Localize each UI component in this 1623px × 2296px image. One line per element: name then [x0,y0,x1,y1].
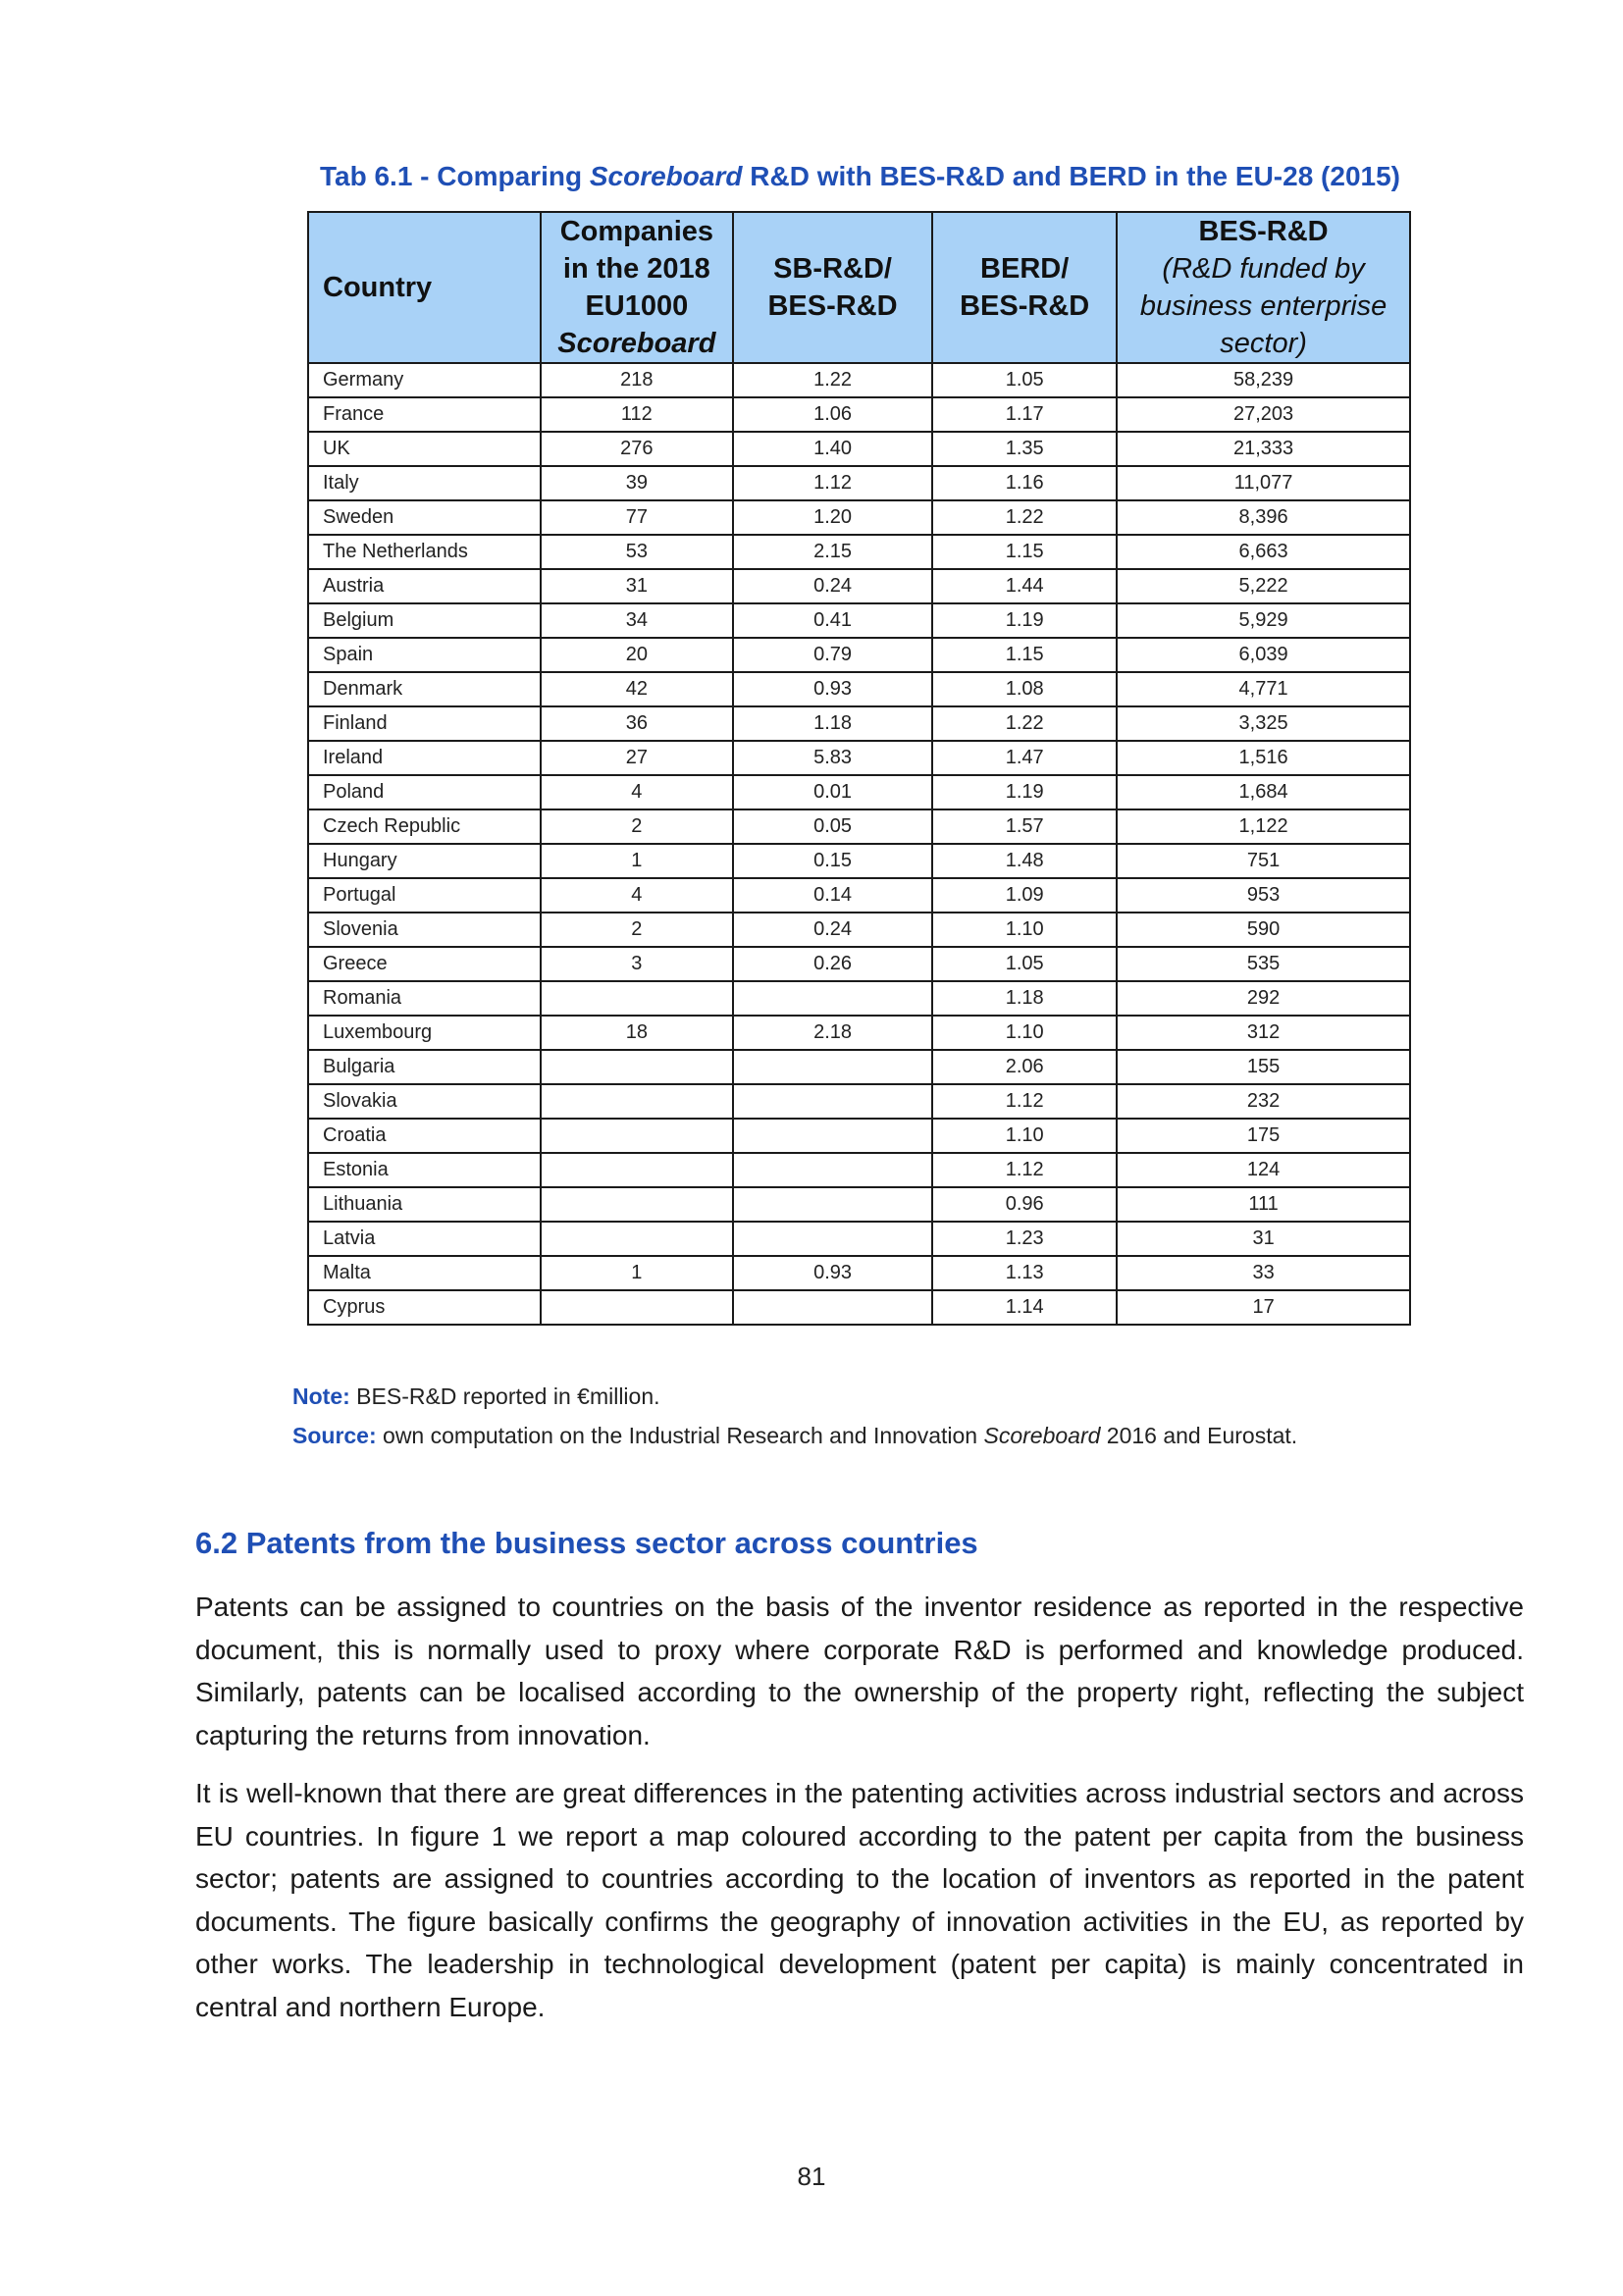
cell-companies: 4 [541,775,733,809]
cell-country: UK [308,432,541,466]
cell-country: Italy [308,466,541,500]
cell-country: Germany [308,363,541,397]
table-row [308,1084,1410,1119]
table-row [308,741,1410,775]
cell-companies: 31 [541,569,733,603]
page-number: 81 [797,2162,826,2191]
cell-berd: 1.12 [932,1153,1117,1187]
cell-companies: 1 [541,844,733,878]
cell-sb-rd [733,1153,932,1187]
cell-bes-rd: 175 [1117,1119,1410,1153]
cell-companies: 77 [541,500,733,535]
table-row [308,1153,1410,1187]
cell-bes-rd: 5,222 [1117,569,1410,603]
table-row [308,603,1410,638]
cell-sb-rd: 0.01 [733,775,932,809]
header-sb-line: BES-R&D [767,290,898,322]
source-text-pre: own computation on the Industrial Research and Innovation [376,1423,984,1448]
cell-bes-rd: 953 [1117,878,1410,913]
cell-sb-rd [733,1050,932,1084]
cell-bes-rd: 4,771 [1117,672,1410,706]
cell-country: Belgium [308,603,541,638]
cell-bes-rd: 21,333 [1117,432,1410,466]
table-row [308,706,1410,741]
cell-berd: 1.48 [932,844,1117,878]
note-text: BES-R&D reported in €million. [349,1383,660,1409]
header-sb-rd [733,212,932,363]
cell-country: Estonia [308,1153,541,1187]
cell-bes-rd: 751 [1117,844,1410,878]
cell-sb-rd [733,1119,932,1153]
cell-sb-rd: 2.15 [733,535,932,569]
cell-country: Denmark [308,672,541,706]
table-note [292,1383,660,1410]
cell-country: Romania [308,981,541,1016]
table-row [308,1119,1410,1153]
cell-bes-rd: 31 [1117,1222,1410,1256]
cell-sb-rd: 0.79 [733,638,932,672]
cell-companies: 27 [541,741,733,775]
cell-companies [541,1187,733,1222]
cell-bes-rd: 6,039 [1117,638,1410,672]
cell-country: Lithuania [308,1187,541,1222]
cell-berd: 1.13 [932,1256,1117,1290]
cell-bes-rd: 11,077 [1117,466,1410,500]
cell-berd: 1.22 [932,706,1117,741]
section-heading: 6.2 Patents from the business sector across countries [195,1526,978,1560]
cell-sb-rd: 1.40 [733,432,932,466]
cell-berd: 1.15 [932,535,1117,569]
cell-companies [541,1119,733,1153]
table-row [308,569,1410,603]
cell-companies: 2 [541,809,733,844]
cell-country: Austria [308,569,541,603]
cell-country: Czech Republic [308,809,541,844]
paragraph: Patents can be assigned to countries on the basis of the inventor residence as reported in the respective document, this is normally used to proxy where corporate R&D is performed and knowledge produced. Similarly, patents can be localised according to the ownership of the property right, reflecting the subject capturing the returns from innovation. [195,1592,1524,1750]
table-row [308,535,1410,569]
cell-companies [541,1050,733,1084]
table-row [308,947,1410,981]
cell-companies: 39 [541,466,733,500]
table-row [308,775,1410,809]
cell-berd: 1.15 [932,638,1117,672]
header-companies-line: Scoreboard [557,328,716,359]
cell-country: Portugal [308,878,541,913]
cell-country: Hungary [308,844,541,878]
cell-berd: 1.10 [932,1119,1117,1153]
header-country: Country [308,212,541,363]
cell-berd: 1.05 [932,947,1117,981]
cell-berd: 1.44 [932,569,1117,603]
cell-berd: 1.57 [932,809,1117,844]
table-row [308,1016,1410,1050]
cell-bes-rd: 17 [1117,1290,1410,1325]
cell-berd: 1.05 [932,363,1117,397]
header-berd-line: BERD/ [980,253,1070,285]
cell-bes-rd: 155 [1117,1050,1410,1084]
caption-text-italic: Scoreboard [589,161,743,191]
cell-country: Sweden [308,500,541,535]
cell-sb-rd: 0.26 [733,947,932,981]
cell-sb-rd: 1.18 [733,706,932,741]
cell-berd: 1.16 [932,466,1117,500]
cell-bes-rd: 8,396 [1117,500,1410,535]
cell-companies: 53 [541,535,733,569]
cell-sb-rd [733,981,932,1016]
table-row [308,1290,1410,1325]
cell-bes-rd: 1,516 [1117,741,1410,775]
cell-companies [541,981,733,1016]
table-row [308,397,1410,432]
cell-berd: 1.47 [932,741,1117,775]
cell-berd: 1.19 [932,775,1117,809]
cell-bes-rd: 1,122 [1117,809,1410,844]
cell-berd: 1.19 [932,603,1117,638]
table-row [308,432,1410,466]
header-companies-line: EU1000 [585,290,689,322]
cell-berd: 1.17 [932,397,1117,432]
cell-country: The Netherlands [308,535,541,569]
header-bes-rd [1117,212,1410,363]
cell-bes-rd: 590 [1117,913,1410,947]
table-row [308,981,1410,1016]
cell-companies: 1 [541,1256,733,1290]
cell-sb-rd: 0.24 [733,913,932,947]
table-row [308,878,1410,913]
cell-country: Malta [308,1256,541,1290]
header-bes-line: sector) [1220,328,1307,359]
table-row [308,672,1410,706]
cell-companies: 3 [541,947,733,981]
header-bes-line: BES-R&D [1198,216,1329,247]
cell-companies: 42 [541,672,733,706]
cell-sb-rd: 1.06 [733,397,932,432]
cell-bes-rd: 27,203 [1117,397,1410,432]
paragraph: It is well-known that there are great differences in the patenting activities across industrial sectors and across EU countries. In figure 1 we report a map coloured according to the patent per capita from the business sector; patents are assigned to countries according to the location of inventors as reported in the patent documents. The figure basically confirms the geography of innovation activities in the EU, as reported by other works. The leadership in technological development (patent per capita) is mainly concentrated in central and northern Europe. [195,1778,1524,2022]
cell-country: Slovenia [308,913,541,947]
cell-bes-rd: 33 [1117,1256,1410,1290]
header-berd [932,212,1117,363]
cell-bes-rd: 535 [1117,947,1410,981]
source-text-italic: Scoreboard [983,1423,1101,1448]
cell-bes-rd: 58,239 [1117,363,1410,397]
cell-sb-rd: 1.12 [733,466,932,500]
cell-companies [541,1153,733,1187]
cell-sb-rd: 5.83 [733,741,932,775]
cell-sb-rd: 0.14 [733,878,932,913]
header-bes-line: business enterprise [1139,290,1387,322]
table-source [292,1423,1297,1449]
table-row [308,1050,1410,1084]
table-row [308,638,1410,672]
cell-country: Cyprus [308,1290,541,1325]
cell-companies: 276 [541,432,733,466]
table-row [308,913,1410,947]
header-companies-line: Companies [559,216,714,247]
cell-sb-rd: 0.15 [733,844,932,878]
table-row [308,1187,1410,1222]
cell-berd: 1.10 [932,913,1117,947]
cell-bes-rd: 292 [1117,981,1410,1016]
cell-country: Slovakia [308,1084,541,1119]
header-companies-line: in the 2018 [562,253,710,285]
cell-berd: 1.12 [932,1084,1117,1119]
header-berd-line: BES-R&D [960,290,1090,322]
cell-companies: 112 [541,397,733,432]
cell-berd: 1.09 [932,878,1117,913]
cell-sb-rd: 2.18 [733,1016,932,1050]
cell-country: Poland [308,775,541,809]
table-row [308,809,1410,844]
cell-bes-rd: 312 [1117,1016,1410,1050]
table-row [308,844,1410,878]
cell-sb-rd: 0.05 [733,809,932,844]
table-row [308,363,1410,397]
cell-companies: 34 [541,603,733,638]
source-text-post: 2016 and Eurostat. [1100,1423,1298,1448]
cell-companies [541,1222,733,1256]
cell-sb-rd: 0.41 [733,603,932,638]
cell-companies: 36 [541,706,733,741]
cell-sb-rd [733,1084,932,1119]
note-label: Note: [292,1383,350,1409]
cell-companies [541,1290,733,1325]
cell-bes-rd: 111 [1117,1187,1410,1222]
cell-country: Croatia [308,1119,541,1153]
table-caption [309,161,1411,192]
source-label: Source: [292,1423,377,1448]
table-header-row [308,212,1410,363]
table-row [308,1256,1410,1290]
cell-sb-rd: 0.24 [733,569,932,603]
cell-berd: 1.14 [932,1290,1117,1325]
cell-country: Finland [308,706,541,741]
cell-companies: 218 [541,363,733,397]
table-row [308,1222,1410,1256]
cell-bes-rd: 5,929 [1117,603,1410,638]
caption-text-post: R&D with BES-R&D and BERD in the EU-28 (2015) [742,161,1400,191]
cell-companies: 4 [541,878,733,913]
cell-country: Luxembourg [308,1016,541,1050]
cell-berd: 1.22 [932,500,1117,535]
cell-sb-rd: 0.93 [733,672,932,706]
cell-berd: 1.18 [932,981,1117,1016]
cell-sb-rd [733,1222,932,1256]
cell-sb-rd: 1.20 [733,500,932,535]
cell-sb-rd [733,1187,932,1222]
caption-text-pre: Tab 6.1 - Comparing [320,161,590,191]
table-body [308,363,1410,1325]
cell-bes-rd: 124 [1117,1153,1410,1187]
cell-country: Bulgaria [308,1050,541,1084]
cell-berd: 1.10 [932,1016,1117,1050]
cell-country: Ireland [308,741,541,775]
cell-companies [541,1084,733,1119]
cell-bes-rd: 6,663 [1117,535,1410,569]
cell-companies: 20 [541,638,733,672]
header-sb-line: SB-R&D/ [773,253,892,285]
header-companies [541,212,733,363]
cell-sb-rd [733,1290,932,1325]
cell-bes-rd: 1,684 [1117,775,1410,809]
table-row [308,466,1410,500]
cell-berd: 0.96 [932,1187,1117,1222]
cell-country: France [308,397,541,432]
cell-bes-rd: 232 [1117,1084,1410,1119]
cell-berd: 1.08 [932,672,1117,706]
cell-berd: 2.06 [932,1050,1117,1084]
cell-bes-rd: 3,325 [1117,706,1410,741]
cell-sb-rd: 0.93 [733,1256,932,1290]
header-bes-line: (R&D funded by [1162,253,1365,285]
cell-berd: 1.35 [932,432,1117,466]
cell-berd: 1.23 [932,1222,1117,1256]
cell-companies: 2 [541,913,733,947]
cell-companies: 18 [541,1016,733,1050]
cell-sb-rd: 1.22 [733,363,932,397]
cell-country: Greece [308,947,541,981]
cell-country: Latvia [308,1222,541,1256]
comparison-table [307,211,1411,1326]
table-row [308,500,1410,535]
cell-country: Spain [308,638,541,672]
